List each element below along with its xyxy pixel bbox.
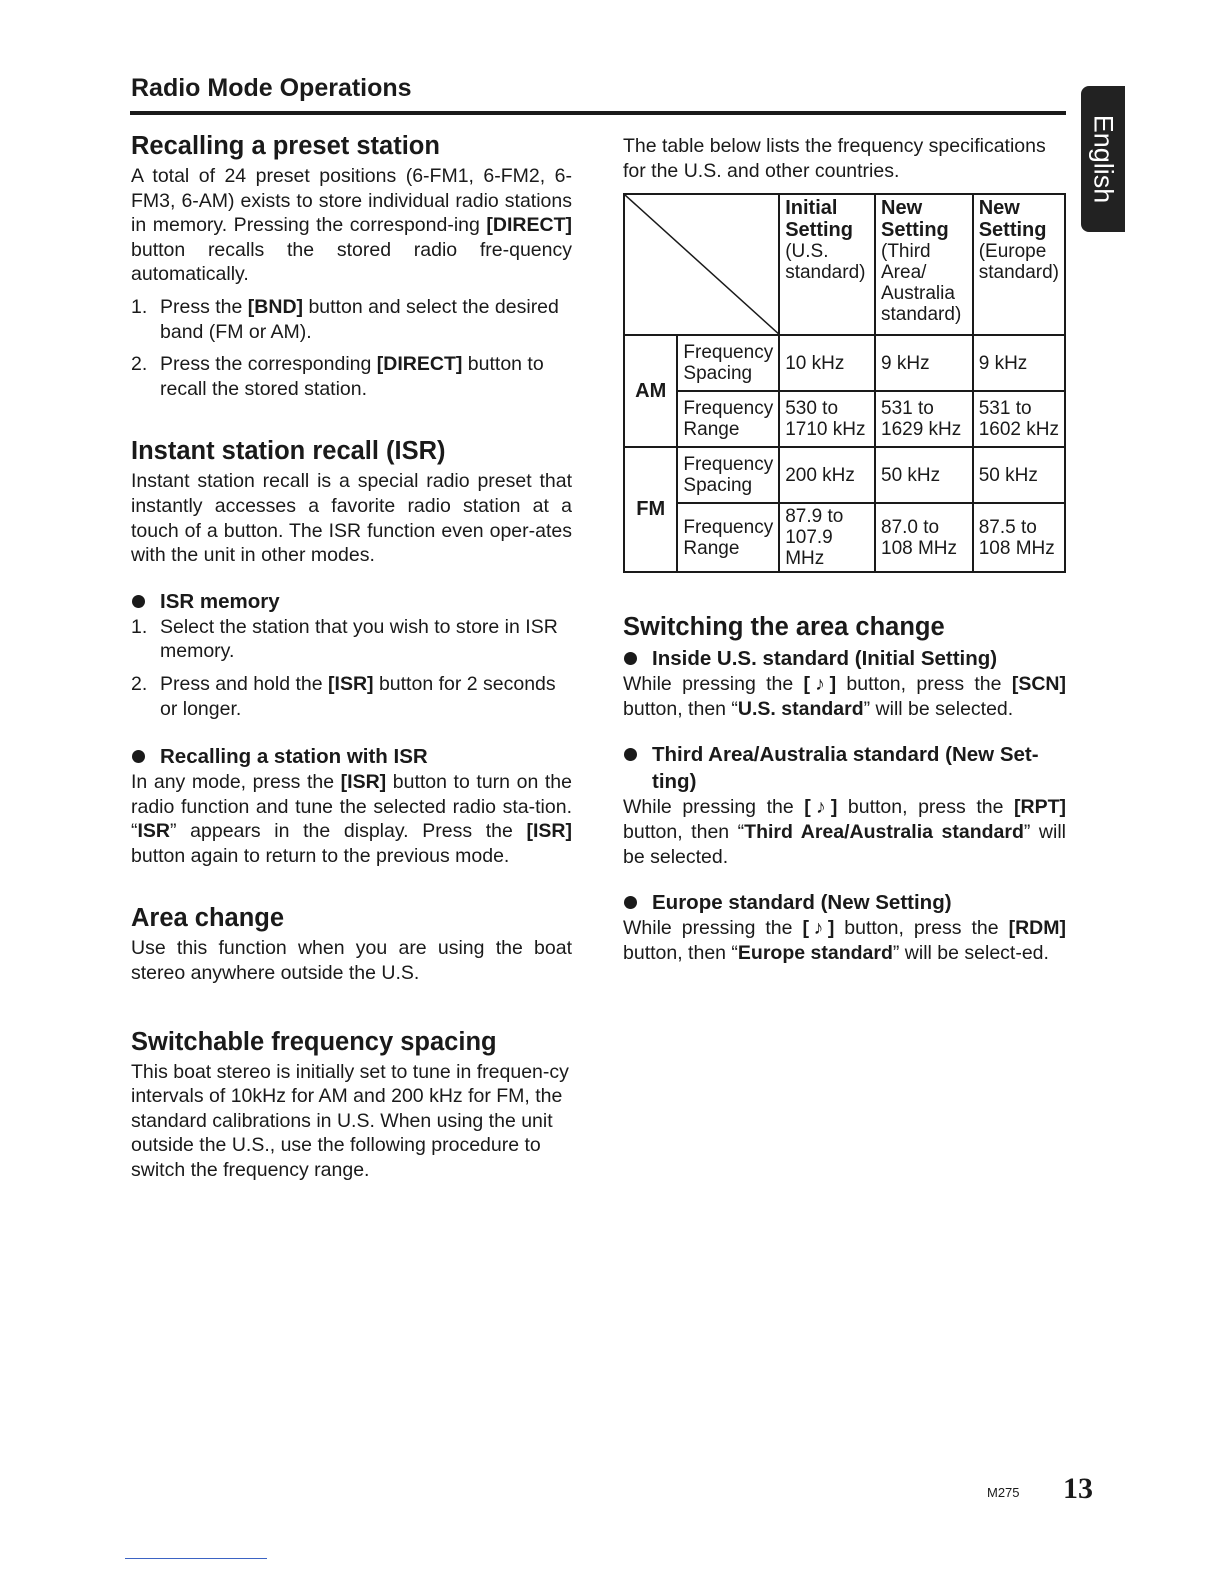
table-row <box>624 391 1065 447</box>
note-icon: ♪ <box>808 917 828 940</box>
table-header-cell: Initial Setting (U.S. standard) <box>779 194 875 335</box>
frequency-table <box>623 193 1066 573</box>
row-label: Frequency Spacing <box>677 447 779 503</box>
list-item: 2. Press and hold the [ISR] button for 2 seconds or longer. <box>131 672 556 720</box>
table-header-cell: New Setting (Third Area/ Australia standard) <box>875 194 973 335</box>
switch-item-text: While pressing the [♪] button, press the [RDM] button, then “Europe standard” will be select-ed. <box>623 917 1066 964</box>
band-label: FM <box>624 447 677 572</box>
table-cell: 530 to 1710 kHz <box>779 391 875 447</box>
table-cell: 9 kHz <box>973 335 1065 391</box>
left-column <box>131 130 572 1183</box>
language-tab-label: English <box>1088 114 1119 204</box>
page-number: 13 <box>1063 1472 1093 1505</box>
section-heading-isr: Instant station recall (ISR) <box>131 437 446 466</box>
table-corner <box>624 194 779 335</box>
table-cell: 10 kHz <box>779 335 875 391</box>
spacing-text: This boat stereo is initially set to tune in frequen-cy intervals of 10kHz for AM and 200 kHz for FM, the standard calibrations in U.S. When using the unit outside the U.S., use the following procedure to switch the frequency range. <box>131 1060 569 1182</box>
note-icon: ♪ <box>810 796 831 819</box>
band-label: AM <box>624 335 677 447</box>
table-cell: 200 kHz <box>779 447 875 503</box>
table-cell: 531 to 1602 kHz <box>973 391 1065 447</box>
section-heading-area: Area change <box>131 904 285 933</box>
table-intro: The table below lists the frequency specifications for the U.S. and other countries. <box>623 135 1046 182</box>
page-title: Radio Mode Operations <box>131 74 412 102</box>
preset-intro: A total of 24 preset positions (6-FM1, 6-FM2, 6-FM3, 6-AM) exists to store individual radio stations in memory. Pressing the correspond-ing [DIRECT] button recalls the stored radio fre-quency automatically. <box>131 165 572 286</box>
table-header-cell: New Setting (Europe standard) <box>973 194 1065 335</box>
table-cell: 87.5 to 108 MHz <box>973 503 1065 572</box>
switch-item-heading: Europe standard (New Setting) <box>623 889 1066 916</box>
note-icon: ♪ <box>810 673 830 696</box>
footer-line <box>125 1558 267 1559</box>
table-row <box>624 447 1065 503</box>
row-label: Frequency Spacing <box>677 335 779 391</box>
table-cell: 9 kHz <box>875 335 973 391</box>
table-row <box>624 503 1065 572</box>
right-column <box>623 130 1066 965</box>
isr-memory-steps <box>131 615 572 721</box>
table-cell: 531 to 1629 kHz <box>875 391 973 447</box>
table-cell: 50 kHz <box>875 447 973 503</box>
header-rule <box>130 111 1066 115</box>
preset-steps <box>131 295 572 401</box>
list-item: 1. Select the station that you wish to store in ISR memory. <box>131 615 558 663</box>
row-label: Frequency Range <box>677 391 779 447</box>
isr-recall-text: In any mode, press the [ISR] button to turn on the radio function and tune the selected radio sta-tion. “ISR” appears in the display. Press the [ISR] button again to return to the previous mode. <box>131 771 572 867</box>
switch-item-heading: Third Area/Australia standard (New Set-ting) <box>623 741 1066 795</box>
language-tab <box>1081 86 1125 232</box>
table-cell: 50 kHz <box>973 447 1065 503</box>
isr-intro: Instant station recall is a special radio preset that instantly accesses a favorite radio station at a touch of a button. The ISR function even oper-ates with the unit in other modes. <box>131 470 572 567</box>
row-label: Frequency Range <box>677 503 779 572</box>
section-heading-spacing: Switchable frequency spacing <box>131 1027 497 1056</box>
table-row <box>624 335 1065 391</box>
list-item: 1. Press the [BND] button and select the desired band (FM or AM). <box>131 295 559 343</box>
table-cell: 87.0 to 108 MHz <box>875 503 973 572</box>
area-text: Use this function when you are using the boat stereo anywhere outside the U.S. <box>131 937 572 985</box>
section-heading-preset: Recalling a preset station <box>131 132 440 160</box>
switch-item-text: While pressing the [♪] button, press the [RPT] button, then “Third Area/Australia standard” will be selected. <box>623 796 1066 868</box>
corner-diagonal <box>625 195 781 336</box>
isr-memory-heading: ISR memory <box>131 588 572 615</box>
table-cell: 87.9 to 107.9 MHz <box>779 503 875 572</box>
section-heading-switching: Switching the area change <box>623 613 945 642</box>
model-code: M275 <box>987 1485 1020 1500</box>
switch-item-heading: Inside U.S. standard (Initial Setting) <box>623 645 1066 672</box>
isr-recall-heading: Recalling a station with ISR <box>131 743 572 770</box>
list-item: 2. Press the corresponding [DIRECT] button to recall the stored station. <box>131 353 544 400</box>
switch-item-text: While pressing the [♪] button, press the [SCN] button, then “U.S. standard” will be selected. <box>623 673 1066 720</box>
